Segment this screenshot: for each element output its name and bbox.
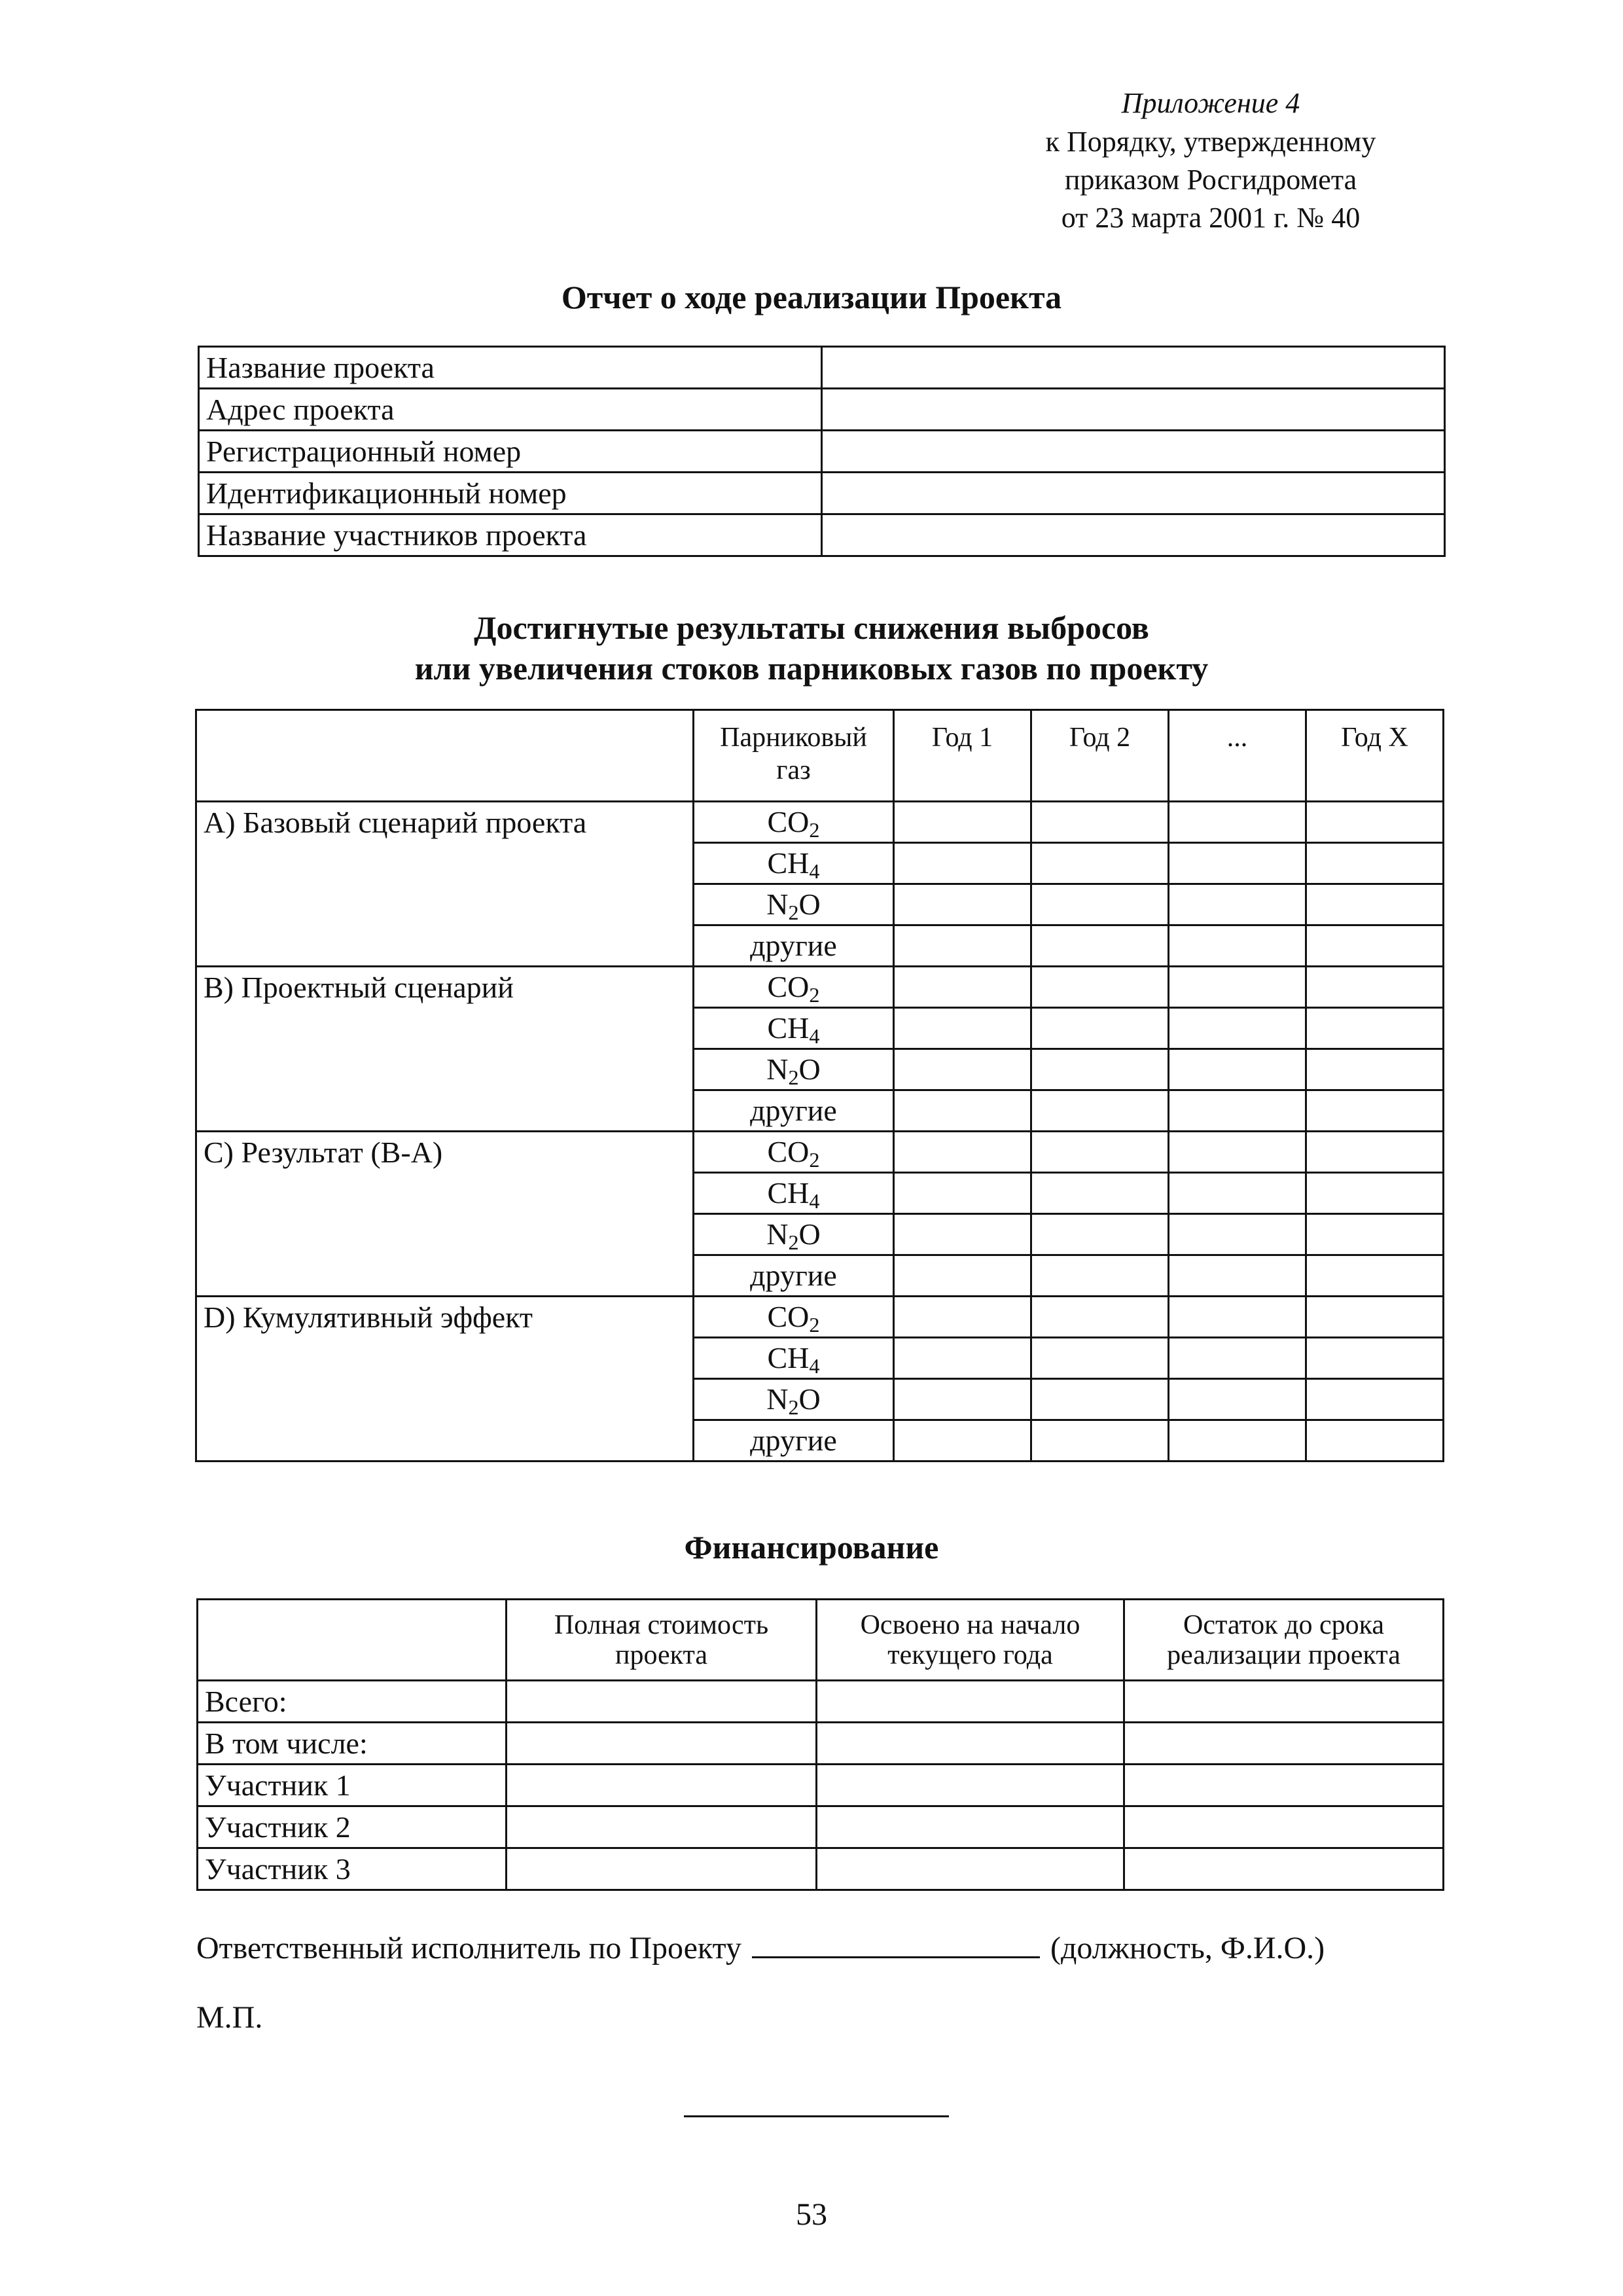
value-cell[interactable] <box>1169 1420 1306 1462</box>
row-label: Название участников проекта <box>199 514 822 556</box>
gas-cell <box>694 1090 894 1132</box>
value-cell[interactable] <box>1124 1765 1444 1806</box>
table-row <box>198 1765 1444 1806</box>
gas-formula: CO <box>767 1135 810 1168</box>
project-info-table <box>198 346 1446 557</box>
column-header: Год Х <box>1306 710 1444 802</box>
gas-formula: N <box>766 888 789 921</box>
value-cell[interactable] <box>1031 1297 1169 1338</box>
gas-formula: CH <box>767 1341 810 1374</box>
value-cell[interactable] <box>1306 843 1444 884</box>
value-cell[interactable] <box>1306 925 1444 967</box>
value-cell[interactable] <box>1306 1214 1444 1255</box>
value-cell[interactable] <box>1031 1173 1169 1214</box>
value-cell[interactable] <box>1306 1420 1444 1462</box>
value-cell[interactable] <box>1169 802 1306 843</box>
gas-subscript: 4 <box>809 1024 820 1049</box>
results-title-line: или увеличения стоков парниковых газов по проекту <box>414 650 1209 687</box>
table-header-row <box>198 1600 1444 1681</box>
value-cell[interactable] <box>1031 1049 1169 1090</box>
column-header: Год 2 <box>1031 710 1169 802</box>
value-cell[interactable] <box>1124 1848 1444 1890</box>
value-cell[interactable] <box>817 1848 1124 1890</box>
row-label: Участник 1 <box>198 1765 507 1806</box>
value-cell[interactable] <box>1031 1420 1169 1462</box>
column-header: ... <box>1169 710 1306 802</box>
value-cell[interactable] <box>1031 802 1169 843</box>
gas-subscript: 2 <box>809 818 820 842</box>
footer-rule <box>684 2115 949 2117</box>
gas-cell <box>694 843 894 884</box>
value-cell[interactable] <box>1169 843 1306 884</box>
gas-cell <box>694 1420 894 1462</box>
gas-formula: другие <box>750 1094 837 1127</box>
value-cell[interactable] <box>822 389 1445 431</box>
table-row <box>198 1681 1444 1723</box>
gas-formula: N <box>766 1217 789 1251</box>
gas-subscript: 2 <box>809 1148 820 1172</box>
value-cell[interactable] <box>1306 884 1444 925</box>
value-cell[interactable] <box>1169 1049 1306 1090</box>
gas-cell <box>694 1008 894 1049</box>
gas-cell <box>694 1338 894 1379</box>
value-cell[interactable] <box>1169 1255 1306 1297</box>
gas-subscript: 2 <box>809 1313 820 1337</box>
gas-formula-suffix: O <box>798 1052 821 1086</box>
table-row <box>196 802 1444 843</box>
table-row <box>198 1723 1444 1765</box>
value-cell[interactable] <box>1169 1008 1306 1049</box>
gas-formula-suffix: O <box>798 1217 821 1251</box>
signature-label: Ответственный исполнитель по Проекту <box>196 1931 741 1965</box>
appendix-line: к Порядку, утвержденному <box>1045 126 1376 158</box>
gas-cell <box>694 802 894 843</box>
gas-cell <box>694 1214 894 1255</box>
value-cell[interactable] <box>507 1681 817 1723</box>
appendix-title: Приложение 4 <box>1121 87 1300 119</box>
value-cell[interactable] <box>1306 1297 1444 1338</box>
value-cell[interactable] <box>822 514 1445 556</box>
signature-line <box>196 1928 1446 1968</box>
table-row <box>199 431 1445 473</box>
gas-formula: CO <box>767 970 810 1003</box>
row-label: Регистрационный номер <box>199 431 822 473</box>
gas-subscript: 2 <box>788 901 799 925</box>
gas-formula: N <box>766 1052 789 1086</box>
table-row <box>196 1297 1444 1338</box>
value-cell[interactable] <box>1306 1008 1444 1049</box>
empty-header-cell <box>198 1600 507 1681</box>
column-header: Парниковый газ <box>694 710 894 802</box>
gas-cell <box>694 1173 894 1214</box>
value-cell[interactable] <box>1306 1338 1444 1379</box>
gas-formula: CO <box>767 805 810 838</box>
value-cell[interactable] <box>894 884 1031 925</box>
value-cell[interactable] <box>817 1765 1124 1806</box>
gas-cell <box>694 1379 894 1420</box>
results-table <box>195 709 1444 1462</box>
gas-subscript: 4 <box>809 1189 820 1213</box>
value-cell[interactable] <box>1031 1255 1169 1297</box>
value-cell[interactable] <box>1169 1338 1306 1379</box>
value-cell[interactable] <box>1306 1173 1444 1214</box>
results-title <box>288 607 1335 689</box>
gas-formula: другие <box>750 929 837 962</box>
value-cell[interactable] <box>1169 1173 1306 1214</box>
empty-header-cell <box>196 710 694 802</box>
table-row <box>199 514 1445 556</box>
signature-blank[interactable] <box>752 1928 1040 1958</box>
value-cell[interactable] <box>1306 967 1444 1008</box>
gas-subscript: 2 <box>788 1230 799 1255</box>
value-cell[interactable] <box>1031 1008 1169 1049</box>
gas-cell <box>694 967 894 1008</box>
table-row <box>196 967 1444 1008</box>
value-cell[interactable] <box>1124 1681 1444 1723</box>
row-label: Адрес проекта <box>199 389 822 431</box>
value-cell[interactable] <box>1169 1379 1306 1420</box>
value-cell[interactable] <box>507 1765 817 1806</box>
value-cell[interactable] <box>894 1090 1031 1132</box>
value-cell[interactable] <box>1031 1214 1169 1255</box>
table-row <box>198 1848 1444 1890</box>
value-cell[interactable] <box>1306 1255 1444 1297</box>
gas-formula: N <box>766 1382 789 1416</box>
value-cell[interactable] <box>822 431 1445 473</box>
stamp-place: М.П. <box>196 2000 263 2035</box>
value-cell[interactable] <box>894 1379 1031 1420</box>
value-cell[interactable] <box>822 473 1445 514</box>
financing-title: Финансирование <box>684 1529 939 1566</box>
table-row <box>199 347 1445 389</box>
table-row <box>199 473 1445 514</box>
value-cell[interactable] <box>894 1173 1031 1214</box>
results-title-line: Достигнутые результаты снижения выбросов <box>474 609 1149 646</box>
value-cell[interactable] <box>894 1255 1031 1297</box>
value-cell[interactable] <box>1169 1132 1306 1173</box>
value-cell[interactable] <box>1031 1379 1169 1420</box>
value-cell[interactable] <box>1124 1723 1444 1765</box>
column-header: Полная стоимость проекта <box>507 1600 817 1681</box>
value-cell[interactable] <box>1169 1297 1306 1338</box>
value-cell[interactable] <box>1306 1049 1444 1090</box>
row-label: Участник 3 <box>198 1848 507 1890</box>
gas-cell <box>694 1132 894 1173</box>
value-cell[interactable] <box>894 843 1031 884</box>
value-cell[interactable] <box>817 1806 1124 1848</box>
financing-table <box>196 1598 1444 1891</box>
appendix-line: от 23 марта 2001 г. № 40 <box>1061 202 1361 234</box>
value-cell[interactable] <box>1169 967 1306 1008</box>
gas-cell <box>694 884 894 925</box>
gas-subscript: 2 <box>788 1066 799 1090</box>
gas-formula: CH <box>767 1011 810 1045</box>
table-row <box>198 1806 1444 1848</box>
column-header: Освоено на начало текущего года <box>817 1600 1124 1681</box>
value-cell[interactable] <box>894 802 1031 843</box>
value-cell[interactable] <box>1306 802 1444 843</box>
gas-cell <box>694 1297 894 1338</box>
value-cell[interactable] <box>1031 925 1169 967</box>
gas-cell <box>694 925 894 967</box>
gas-formula: другие <box>750 1259 837 1292</box>
value-cell[interactable] <box>894 1049 1031 1090</box>
value-cell[interactable] <box>1031 884 1169 925</box>
signature-note: (должность, Ф.И.О.) <box>1050 1931 1325 1965</box>
value-cell[interactable] <box>1306 1132 1444 1173</box>
appendix-line: приказом Росгидромета <box>1064 164 1357 196</box>
report-title: Отчет о ходе реализации Проекта <box>561 279 1062 315</box>
page-number: 53 <box>796 2197 827 2232</box>
value-cell[interactable] <box>1124 1806 1444 1848</box>
value-cell[interactable] <box>894 1132 1031 1173</box>
value-cell[interactable] <box>894 1008 1031 1049</box>
table-row <box>199 389 1445 431</box>
value-cell[interactable] <box>894 1214 1031 1255</box>
value-cell[interactable] <box>1169 1090 1306 1132</box>
scenario-label: А) Базовый сценарий проекта <box>196 802 694 967</box>
value-cell[interactable] <box>1169 884 1306 925</box>
value-cell[interactable] <box>894 1338 1031 1379</box>
gas-subscript: 2 <box>809 983 820 1007</box>
gas-subscript: 4 <box>809 859 820 884</box>
value-cell[interactable] <box>1031 967 1169 1008</box>
scenario-label: В) Проектный сценарий <box>196 967 694 1132</box>
value-cell[interactable] <box>894 1297 1031 1338</box>
gas-formula: другие <box>750 1424 837 1457</box>
value-cell[interactable] <box>507 1806 817 1848</box>
value-cell[interactable] <box>1031 1090 1169 1132</box>
value-cell[interactable] <box>1031 843 1169 884</box>
value-cell[interactable] <box>817 1723 1124 1765</box>
value-cell[interactable] <box>822 347 1445 389</box>
row-label: Участник 2 <box>198 1806 507 1848</box>
gas-cell <box>694 1049 894 1090</box>
value-cell[interactable] <box>1031 1338 1169 1379</box>
gas-subscript: 2 <box>788 1395 799 1420</box>
value-cell[interactable] <box>1169 925 1306 967</box>
gas-formula: CH <box>767 846 810 880</box>
value-cell[interactable] <box>1169 1214 1306 1255</box>
value-cell[interactable] <box>894 925 1031 967</box>
gas-formula-suffix: O <box>798 888 821 921</box>
row-label: Всего: <box>198 1681 507 1723</box>
gas-formula: CO <box>767 1300 810 1333</box>
scenario-label: D) Кумулятивный эффект <box>196 1297 694 1462</box>
value-cell[interactable] <box>894 967 1031 1008</box>
scenario-label: С) Результат (В-А) <box>196 1132 694 1297</box>
table-row <box>196 1132 1444 1173</box>
gas-subscript: 4 <box>809 1354 820 1378</box>
column-header: Год 1 <box>894 710 1031 802</box>
value-cell[interactable] <box>507 1723 817 1765</box>
gas-cell <box>694 1255 894 1297</box>
row-label: Идентификационный номер <box>199 473 822 514</box>
value-cell[interactable] <box>817 1681 1124 1723</box>
gas-formula-suffix: O <box>798 1382 821 1416</box>
row-label: Название проекта <box>199 347 822 389</box>
appendix-note <box>982 84 1440 237</box>
value-cell[interactable] <box>507 1848 817 1890</box>
value-cell[interactable] <box>1306 1090 1444 1132</box>
value-cell[interactable] <box>1306 1379 1444 1420</box>
gas-formula: CH <box>767 1176 810 1210</box>
table-header-row <box>196 710 1444 802</box>
column-header: Остаток до срока реализации проекта <box>1124 1600 1444 1681</box>
value-cell[interactable] <box>894 1420 1031 1462</box>
value-cell[interactable] <box>1031 1132 1169 1173</box>
row-label: В том числе: <box>198 1723 507 1765</box>
